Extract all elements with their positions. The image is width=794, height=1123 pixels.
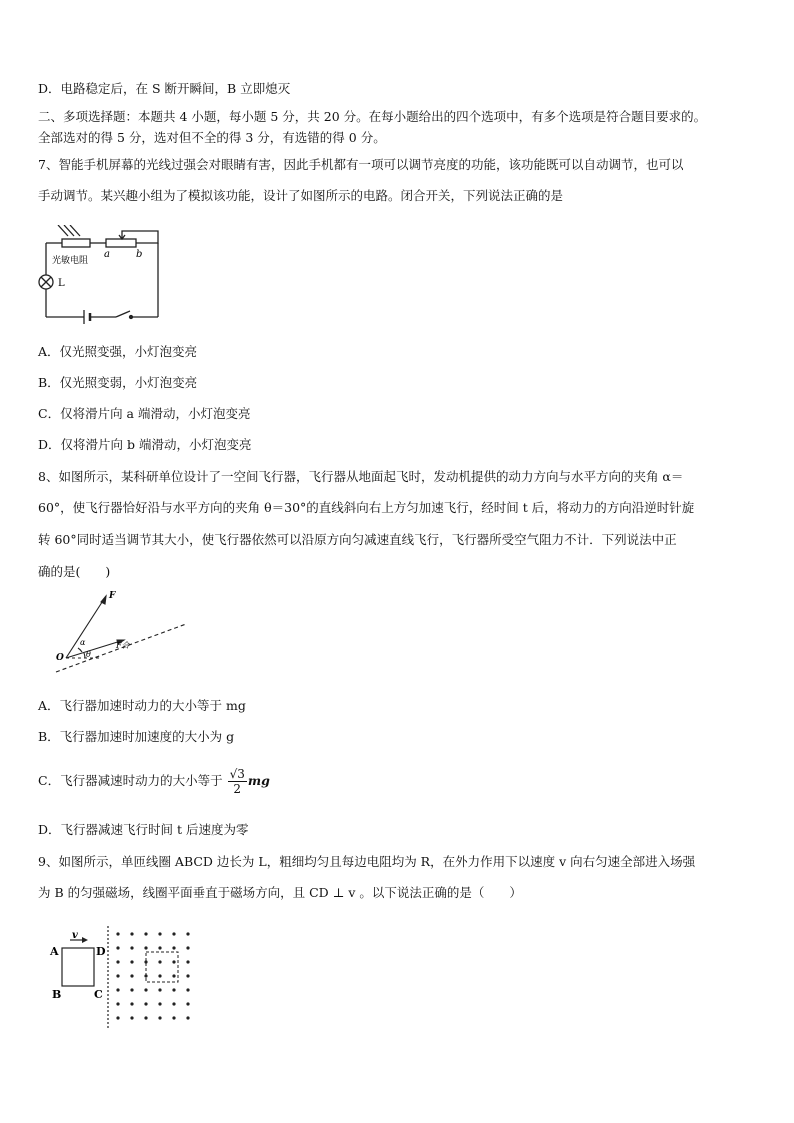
label-O: O <box>56 653 64 663</box>
field-dot <box>186 1002 189 1005</box>
field-dot <box>130 988 133 991</box>
field-dot <box>172 974 175 977</box>
field-dot <box>158 946 161 949</box>
field-dot <box>116 932 119 935</box>
q9-stem-line2: 为 B 的匀强磁场，线圈平面垂直于磁场方向，且 CD ⊥ v 。以下说法正确的是（ ） <box>38 885 522 900</box>
field-dot <box>186 960 189 963</box>
coil-abcd <box>62 948 94 986</box>
field-dot <box>144 960 147 963</box>
field-dot <box>172 960 175 963</box>
field-dot <box>144 974 147 977</box>
q9-stem-line1: 9、如图所示，单匝线圈 ABCD 边长为 L，粗细均匀且每边电阻均为 R，在外力作用下以速度 v 向右匀速全部进入场强 <box>38 854 696 869</box>
field-dot <box>130 960 133 963</box>
fraction-denominator: 2 <box>233 782 242 796</box>
field-dot <box>158 1016 161 1019</box>
field-dot <box>116 946 119 949</box>
q7-stem-line1: 7、智能手机屏幕的光线过强会对眼睛有害，因此手机都有一项可以调节亮度的功能，该功能既可以自动调节，也可以 <box>38 157 684 172</box>
field-dot <box>144 932 147 935</box>
field-dot <box>116 974 119 977</box>
field-dot <box>186 1016 189 1019</box>
field-dot <box>130 946 133 949</box>
q8-option-d: D．飞行器减速飞行时间 t 后速度为零 <box>38 822 249 837</box>
magnetic-field-dots <box>116 932 189 1019</box>
q6-option-d: D．电路稳定后，在 S 断开瞬间，B 立即熄灭 <box>38 81 291 96</box>
field-dot <box>130 1016 133 1019</box>
q8-option-c-unit: mg <box>247 773 270 788</box>
label-F: F <box>109 591 116 601</box>
field-dot <box>186 974 189 977</box>
q7-option-b: B．仅光照变弱，小灯泡变亮 <box>38 375 198 390</box>
label-D: D <box>96 945 106 958</box>
rheostat <box>106 239 136 247</box>
label-b: b <box>136 249 143 260</box>
q8-stem-line1: 8、如图所示，某科研单位设计了一空间飞行器，飞行器从地面起飞时，发动机提供的动力方向与水平方向的夹角 α＝ <box>38 469 684 484</box>
field-dot <box>172 946 175 949</box>
q8-option-c-text: C．飞行器减速时动力的大小等于 <box>38 773 223 788</box>
section2-line2: 全部选对的得 5 分，选对但不全的得 3 分，有选错的得 0 分。 <box>38 130 386 145</box>
q8-option-b: B．飞行器加速时加速度的大小为 g <box>38 729 235 744</box>
photoresistor <box>62 239 90 247</box>
photoresistor-label: 光敏电阻 <box>52 256 89 266</box>
label-C: C <box>94 988 103 1001</box>
field-dot <box>158 932 161 935</box>
q7-option-c: C．仅将滑片向 a 端滑动，小灯泡变亮 <box>38 406 251 421</box>
field-dot <box>186 932 189 935</box>
field-dot <box>130 932 133 935</box>
q8-option-c <box>38 764 270 798</box>
q8-stem-line3: 转 60°同时适当调节其大小，使飞行器依然可以沿原方向匀减速直线飞行，飞行器所受空气阻力不计．下列说法中正 <box>38 532 677 547</box>
field-dot <box>116 1016 119 1019</box>
field-dot <box>144 1002 147 1005</box>
field-dot <box>172 988 175 991</box>
q8-force-figure <box>52 588 188 678</box>
field-dot <box>186 988 189 991</box>
label-B: B <box>52 988 62 1001</box>
q8-stem-line4: 确的是( ) <box>38 564 111 579</box>
fraction-numerator: √3 <box>229 767 245 781</box>
sqrt3-over-2-fraction <box>228 767 247 796</box>
field-dot <box>116 960 119 963</box>
label-v: v <box>72 930 78 941</box>
q9-coil-figure <box>44 922 194 1030</box>
label-alpha: α <box>80 638 86 647</box>
field-dot <box>130 1002 133 1005</box>
field-dot <box>172 932 175 935</box>
q7-stem-line2: 手动调节。某兴趣小组为了模拟该功能，设计了如图所示的电路。闭合开关，下列说法正确的是 <box>38 188 564 203</box>
field-dot <box>116 1002 119 1005</box>
field-dot <box>158 1002 161 1005</box>
field-dot <box>158 988 161 991</box>
q8-stem-line2: 60°，使飞行器恰好沿与水平方向的夹角 θ＝30°的直线斜向右上方匀加速飞行，经时间 t 后，将动力的方向沿逆时针旋 <box>38 500 695 515</box>
label-theta: θ <box>86 650 91 659</box>
field-dot <box>144 988 147 991</box>
field-dot <box>130 974 133 977</box>
field-dot <box>116 988 119 991</box>
label-A: A <box>50 945 59 958</box>
field-dot <box>172 1016 175 1019</box>
section2-line1: 二、多项选择题：本题共 4 小题，每小题 5 分，共 20 分。在每小题给出的四个选项中，有多个选项是符合题目要求的。 <box>38 109 707 124</box>
field-dot <box>186 946 189 949</box>
field-dot <box>158 974 161 977</box>
label-a: a <box>104 249 110 260</box>
field-dot <box>158 960 161 963</box>
field-dot <box>172 1002 175 1005</box>
label-lamp: L <box>58 278 65 289</box>
q7-circuit-figure <box>34 225 166 330</box>
q7-option-a: A．仅光照变强，小灯泡变亮 <box>38 344 198 359</box>
q8-option-a: A．飞行器加速时动力的大小等于 mg <box>38 698 246 713</box>
label-Fhe: F合 <box>116 641 130 650</box>
q7-option-d: D．仅将滑片向 b 端滑动，小灯泡变亮 <box>38 437 252 452</box>
field-dot <box>144 1016 147 1019</box>
field-dot <box>144 946 147 949</box>
